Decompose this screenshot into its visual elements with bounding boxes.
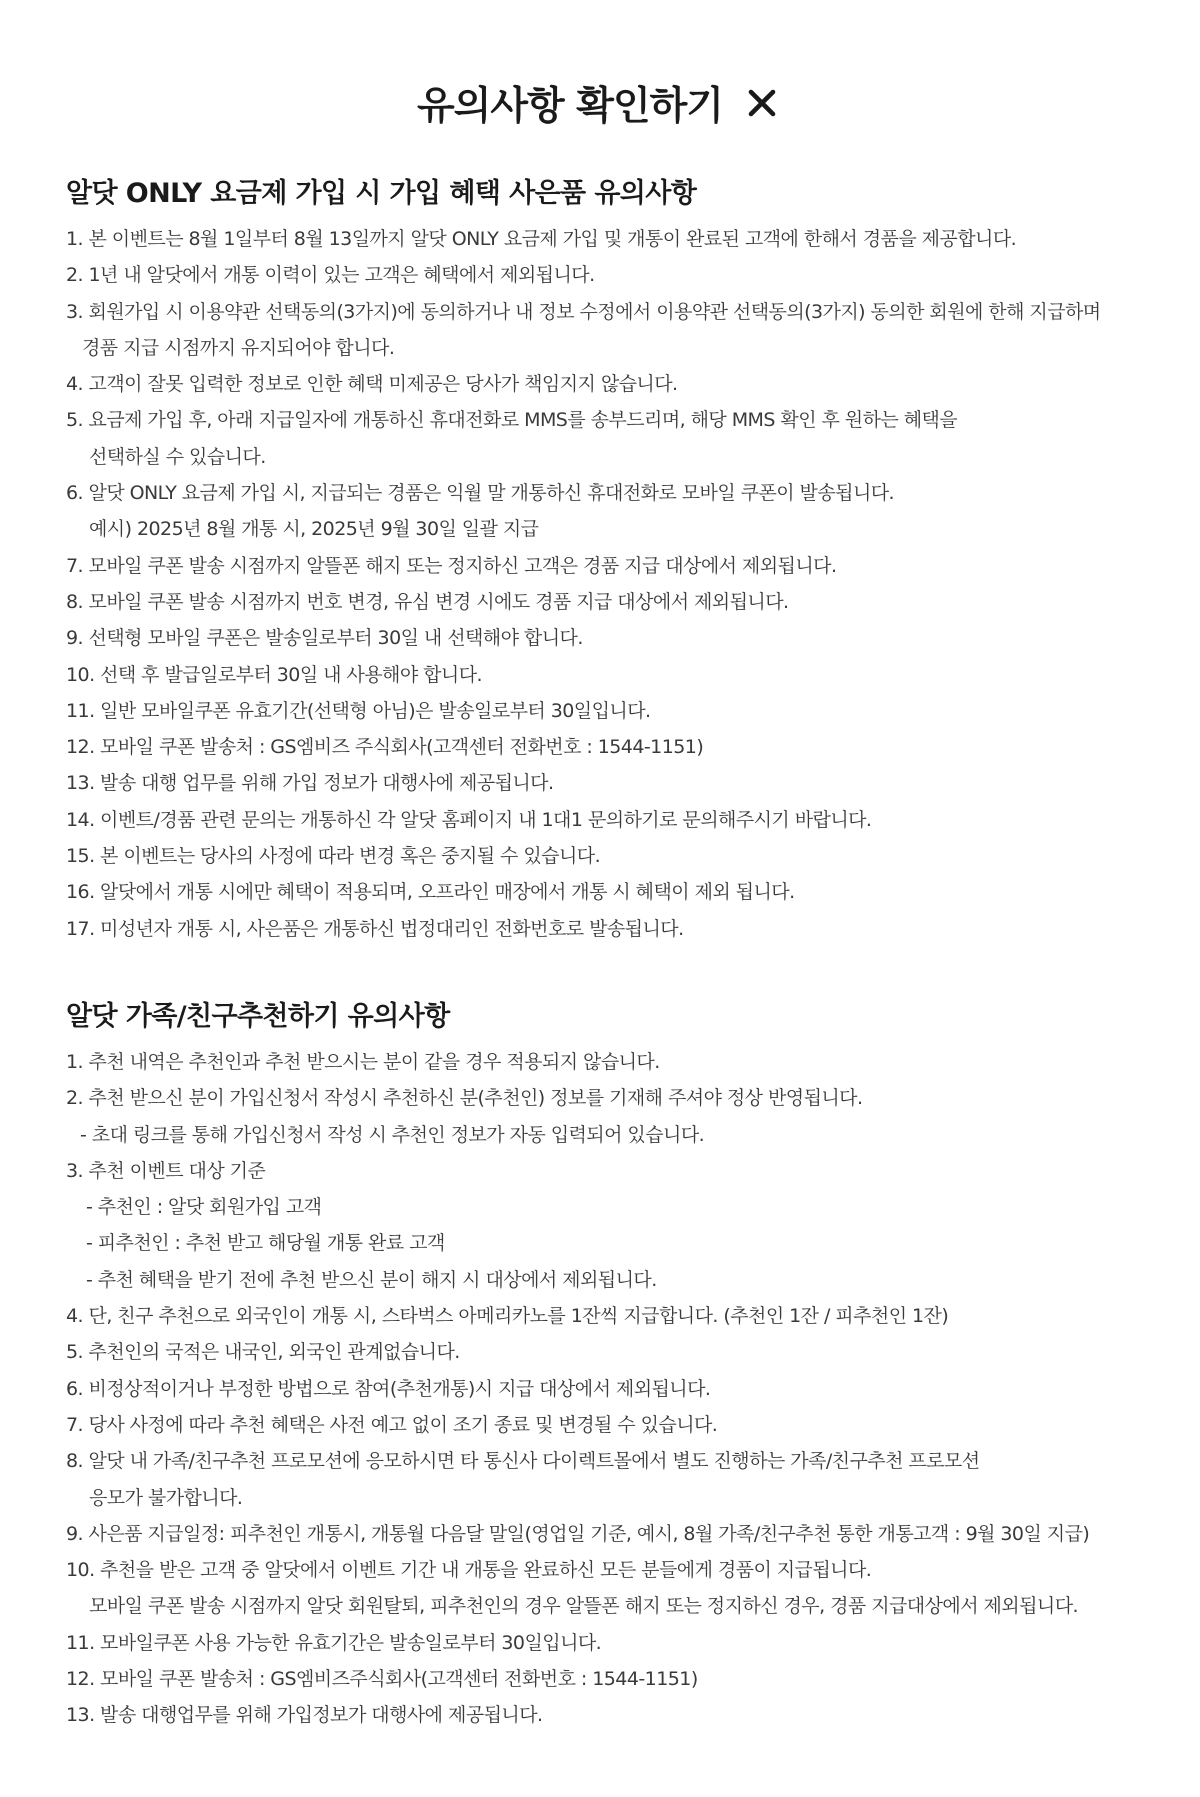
list-item: 6. 알닷 ONLY 요금제 가입 시, 지급되는 경품은 익월 말 개통하신 휴대전화로 모바일 쿠폰이 발송됩니다. bbox=[66, 482, 895, 505]
list-item: 경품 지급 시점까지 유지되어야 합니다. bbox=[82, 336, 395, 359]
list-item: 9. 선택형 모바일 쿠폰은 발송일로부터 30일 내 선택해야 합니다. bbox=[66, 627, 583, 650]
list-item: 예시) 2025년 8월 개통 시, 2025년 9월 30일 일괄 지급 bbox=[89, 518, 539, 541]
list-item: 응모가 불가합니다. bbox=[89, 1486, 243, 1509]
list-item: 선택하실 수 있습니다. bbox=[89, 445, 266, 468]
list-item: 7. 당사 사정에 따라 추천 혜택은 사전 예고 없이 조기 종료 및 변경될 수 있습니다. bbox=[66, 1413, 718, 1436]
close-button[interactable] bbox=[741, 82, 783, 124]
list-item: 1. 추천 내역은 추천인과 추천 받으시는 분이 같을 경우 적용되지 않습니다. bbox=[66, 1050, 660, 1073]
list-item: 17. 미성년자 개통 시, 사은품은 개통하신 법정대리인 전화번호로 발송됩니다. bbox=[66, 917, 684, 940]
list-item: - 피추천인 : 추천 받고 해당월 개통 완료 고객 bbox=[86, 1232, 445, 1255]
section-altdot-only-notice bbox=[66, 174, 1134, 947]
list-item: 12. 모바일 쿠폰 발송처 : GS엠비즈 주식회사(고객센터 전화번호 : 1544-1151) bbox=[66, 736, 704, 759]
notice-list bbox=[66, 221, 1134, 947]
list-item: 2. 추천 받으신 분이 가입신청서 작성시 추천하신 분(추천인) 정보를 기재해 주셔야 정상 반영됩니다. bbox=[66, 1087, 863, 1110]
list-item: 3. 회원가입 시 이용약관 선택동의(3가지)에 동의하거나 내 정보 수정에서 이용약관 선택동의(3가지) 동의한 회원에 한해 지급하며 bbox=[66, 300, 1101, 323]
list-item: 4. 단, 친구 추천으로 외국인이 개통 시, 스타벅스 아메리카노를 1잔씩 지급합니다. (추천인 1잔 / 피추천인 1잔) bbox=[66, 1305, 949, 1328]
list-item: 5. 요금제 가입 후, 아래 지급일자에 개통하신 휴대전화로 MMS를 송부드리며, 해당 MMS 확인 후 원하는 혜택을 bbox=[66, 409, 958, 432]
list-item: 10. 선택 후 발급일로부터 30일 내 사용해야 합니다. bbox=[66, 663, 483, 686]
list-item: - 추천인 : 알닷 회원가입 고객 bbox=[86, 1196, 322, 1219]
list-item: - 추천 혜택을 받기 전에 추천 받으신 분이 해지 시 대상에서 제외됩니다. bbox=[86, 1268, 657, 1291]
list-item: 14. 이벤트/경품 관련 문의는 개통하신 각 알닷 홈페이지 내 1대1 문의하기로 문의해주시기 바랍니다. bbox=[66, 808, 872, 831]
list-item: 13. 발송 대행 업무를 위해 가입 정보가 대행사에 제공됩니다. bbox=[66, 772, 554, 795]
list-item: 9. 사은품 지급일정: 피추천인 개통시, 개통월 다음달 말일(영업일 기준, 예시, 8월 가족/친구추천 통한 개통고객 : 9월 30일 지급) bbox=[66, 1522, 1090, 1545]
notice-list bbox=[66, 1044, 1134, 1734]
section-referral-notice bbox=[66, 997, 1134, 1734]
list-item: 11. 일반 모바일쿠폰 유효기간(선택형 아님)은 발송일로부터 30일입니다. bbox=[66, 699, 651, 722]
modal-header bbox=[66, 0, 1134, 196]
list-item: 4. 고객이 잘못 입력한 정보로 인한 혜택 미제공은 당사가 책임지지 않습니다. bbox=[66, 373, 678, 396]
list-item: 11. 모바일쿠폰 사용 가능한 유효기간은 발송일로부터 30일입니다. bbox=[66, 1631, 602, 1654]
list-item: 8. 모바일 쿠폰 발송 시점까지 번호 변경, 유심 변경 시에도 경품 지급 대상에서 제외됩니다. bbox=[66, 590, 789, 613]
list-item: 2. 1년 내 알닷에서 개통 이력이 있는 고객은 혜택에서 제외됩니다. bbox=[66, 264, 595, 287]
close-x-icon bbox=[747, 88, 777, 118]
list-item: 13. 발송 대행업무를 위해 가입정보가 대행사에 제공됩니다. bbox=[66, 1704, 543, 1727]
list-item: 12. 모바일 쿠폰 발송처 : GS엠비즈주식회사(고객센터 전화번호 : 1544-1151) bbox=[66, 1667, 698, 1690]
list-item: 15. 본 이벤트는 당사의 사정에 따라 변경 혹은 중지될 수 있습니다. bbox=[66, 845, 601, 868]
list-item: 7. 모바일 쿠폰 발송 시점까지 알뜰폰 해지 또는 정지하신 고객은 경품 지급 대상에서 제외됩니다. bbox=[66, 554, 837, 577]
modal-title: 유의사항 확인하기 bbox=[417, 84, 723, 129]
list-item: 5. 추천인의 국적은 내국인, 외국인 관계없습니다. bbox=[66, 1341, 460, 1364]
list-item: 16. 알닷에서 개통 시에만 혜택이 적용되며, 오프라인 매장에서 개통 시 혜택이 제외 됩니다. bbox=[66, 881, 795, 904]
list-item: - 초대 링크를 통해 가입신청서 작성 시 추천인 정보가 자동 입력되어 있습니다. bbox=[80, 1123, 705, 1146]
section-title: 알닷 ONLY 요금제 가입 시 가입 혜택 사은품 유의사항 bbox=[66, 178, 697, 209]
list-item: 3. 추천 이벤트 대상 기준 bbox=[66, 1159, 266, 1182]
list-item: 8. 알닷 내 가족/친구추천 프로모션에 응모하시면 타 통신사 다이렉트몰에서 별도 진행하는 가족/친구추천 프로모션 bbox=[66, 1450, 980, 1473]
list-item: 6. 비정상적이거나 부정한 방법으로 참여(추천개통)시 지급 대상에서 제외됩니다. bbox=[66, 1377, 711, 1400]
section-title: 알닷 가족/친구추천하기 유의사항 bbox=[66, 1000, 450, 1032]
list-item: 모바일 쿠폰 발송 시점까지 알닷 회원탈퇴, 피추천인의 경우 알뜰폰 해지 또는 정지하신 경우, 경품 지급대상에서 제외됩니다. bbox=[89, 1595, 1079, 1618]
list-item: 10. 추천을 받은 고객 중 알닷에서 이벤트 기간 내 개통을 완료하신 모든 분들에게 경품이 지급됩니다. bbox=[66, 1559, 872, 1582]
list-item: 1. 본 이벤트는 8월 1일부터 8월 13일까지 알닷 ONLY 요금제 가입 및 개통이 완료된 고객에 한해서 경품을 제공합니다. bbox=[66, 228, 1017, 250]
